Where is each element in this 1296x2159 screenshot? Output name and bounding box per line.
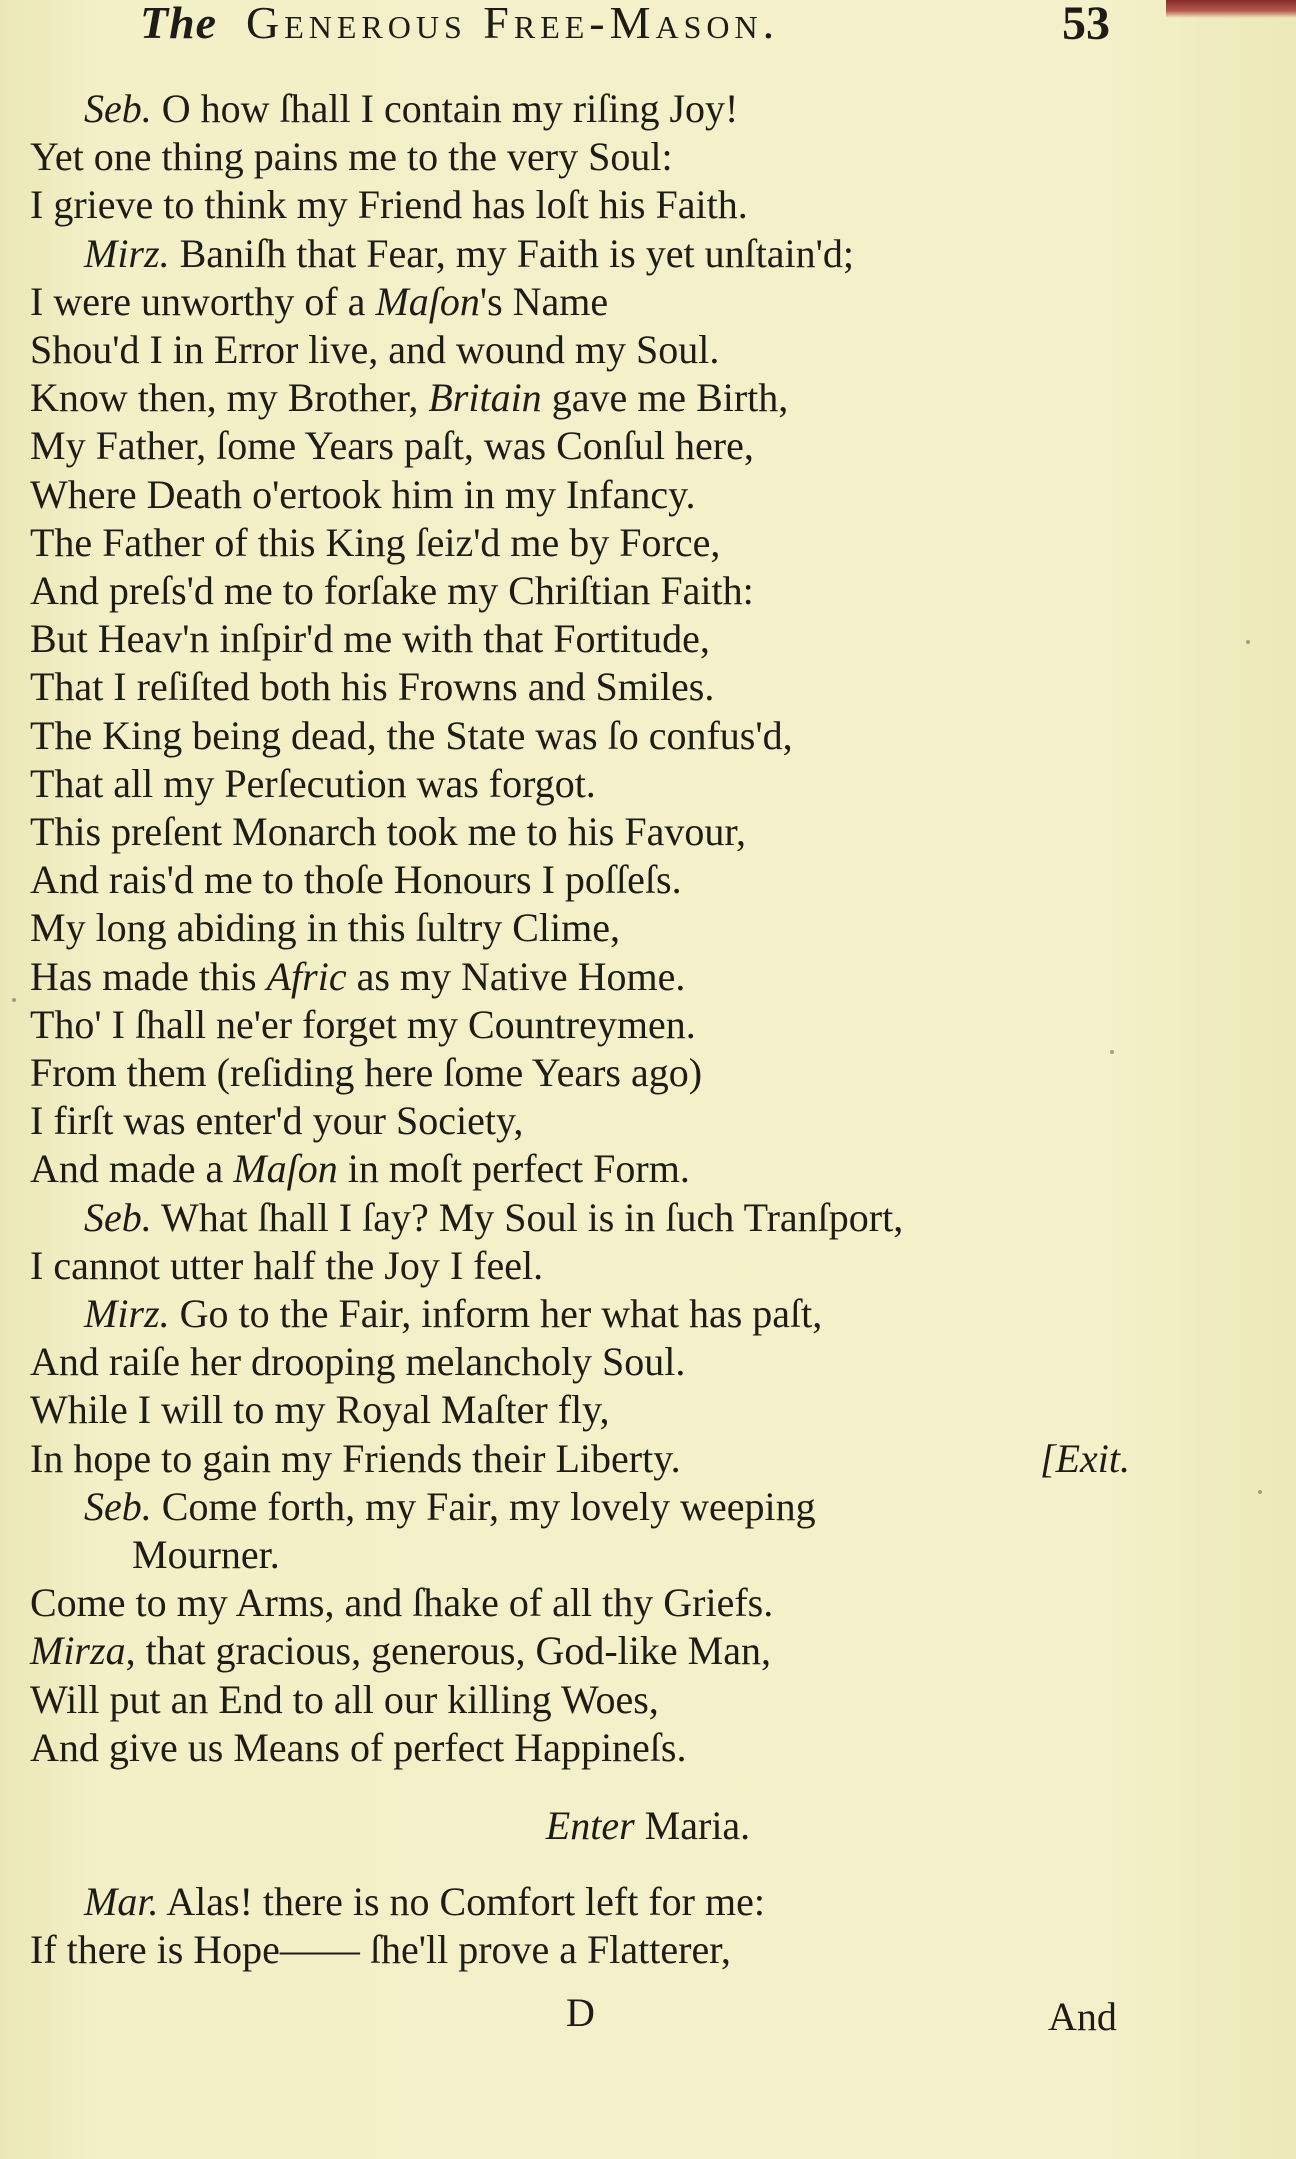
speaker-name: Mar. [84, 1879, 159, 1924]
italic-word: Afric [266, 953, 347, 999]
line-text: Yet one thing pains me to the very Soul: [30, 134, 673, 180]
line-text: Has made this [30, 953, 267, 999]
verse-line [30, 182, 748, 228]
verse-line [30, 857, 682, 903]
verse-line [30, 1725, 686, 1771]
line-text: Shou'd I in Error live, and wound my Soul. [30, 327, 720, 372]
verse-line [30, 1050, 702, 1096]
verse-line [30, 1580, 773, 1626]
line-text: In hope to gain my Friends their Liberty. [30, 1435, 681, 1481]
line-text: Where Death o'ertook him in my Infancy. [30, 471, 696, 517]
verse-line [30, 1435, 1130, 1482]
line-text: as my Native Home. [346, 953, 686, 999]
line-text: Will put an End to all our killing Woes, [30, 1676, 659, 1722]
line-text: I cannot utter half the Joy I feel. [30, 1242, 544, 1288]
line-text: I grieve to think my Friend has loſt his Faith. [30, 182, 748, 228]
verse-line [30, 1628, 771, 1674]
italic-word: Mirza [30, 1628, 126, 1674]
verse-line [30, 1387, 610, 1433]
verse-line [84, 1484, 816, 1530]
running-head-italic: The [140, 0, 218, 48]
line-text: in moſt perfect Form. [337, 1146, 690, 1192]
verse-line [30, 664, 714, 710]
line-text: Come to my Arms, and ſhake of all thy Griefs. [30, 1580, 774, 1626]
speaker-name: Seb. [84, 86, 152, 131]
verse-line [84, 86, 738, 132]
line-text: That all my Perſecution was forgot. [30, 760, 596, 806]
verse-line [84, 1195, 903, 1241]
catchword: And [1048, 1994, 1117, 2039]
line-text: What ſhall I ſay? My Soul is in ſuch Tranſport, [161, 1194, 904, 1240]
line-text: 's Name [479, 278, 609, 324]
line-text: O how ſhall I contain my riſing Joy! [161, 86, 739, 131]
verse-line [30, 809, 746, 855]
line-text: Tho' I ſhall ne'er forget my Countreymen. [30, 1001, 696, 1047]
line-text: Know then, my Brother, [30, 375, 429, 421]
speaker-name: Seb. [84, 1194, 152, 1240]
stage-direction [0, 1801, 1296, 1851]
verse-line [30, 905, 620, 951]
verse-line [30, 375, 788, 421]
line-text: gave me Birth, [541, 375, 789, 421]
verse-line [30, 472, 696, 518]
line-text: Come forth, my Fair, my lovely weeping [161, 1483, 816, 1529]
speaker-name: Mirz. [84, 230, 170, 276]
verse-line [30, 1098, 523, 1144]
verse-line [84, 1879, 765, 1925]
page-number: 53 [1062, 0, 1110, 50]
verse-line [30, 279, 608, 325]
verse-line [30, 423, 754, 469]
line-text: While I will to my Royal Maſter fly, [30, 1387, 610, 1433]
line-text: I firſt was enter'd your Society, [30, 1098, 524, 1144]
stage-enter: Enter [545, 1803, 635, 1848]
line-text: And rais'd me to thoſe Honours I poſſeſs. [30, 857, 682, 903]
italic-word: Maſon [375, 278, 480, 324]
paper-speck [1258, 1490, 1262, 1494]
line-text: And preſs'd me to forſake my Chriſtian Faith: [30, 568, 754, 613]
line-text: Go to the Fair, inform her what has paſt, [179, 1291, 823, 1336]
verse-line [132, 1532, 280, 1578]
line-text: , that gracious, generous, God-like Man, [125, 1628, 771, 1674]
line-text: I were unworthy of a [30, 278, 376, 324]
line-text: Baniſh that Fear, my Faith is yet unſtain'd; [179, 230, 854, 276]
verse-line [30, 616, 710, 662]
line-text: And made a [30, 1146, 234, 1192]
verse-line [84, 231, 854, 277]
running-head [0, 0, 1296, 60]
verse-line [30, 568, 754, 614]
signature-mark: D [566, 1990, 595, 2035]
italic-word: Britain [428, 375, 542, 421]
verse-line [30, 1339, 685, 1385]
line-text: But Heav'n inſpir'd me with that Fortitude, [30, 616, 710, 662]
exit-direction: [Exit. [1040, 1435, 1130, 1481]
line-text: From them (reſiding here ſome Years ago) [30, 1050, 703, 1095]
verse-line [30, 1243, 543, 1289]
line-text: Mourner. [132, 1532, 280, 1577]
paper-speck [1246, 640, 1250, 644]
line-text: The King being dead, the State was ſo confus'd, [30, 712, 793, 758]
verse-line [30, 1677, 659, 1723]
line-text: My Father, ſome Years paſt, was Conſul here, [30, 423, 754, 469]
italic-word: Maſon [233, 1146, 338, 1192]
verse-line [30, 520, 720, 566]
line-text: If there is Hope—— ſhe'll prove a Flatterer, [30, 1927, 731, 1973]
verse-line [30, 713, 793, 759]
line-text: The Father of this King ſeiz'd me by Force, [30, 519, 721, 565]
speaker-name: Mirz. [84, 1291, 170, 1336]
verse-line [30, 1927, 731, 1973]
line-text: Alas! there is no Comfort left for me: [166, 1879, 765, 1924]
verse-line [30, 134, 673, 180]
line-text: This preſent Monarch took me to his Favour, [30, 809, 747, 854]
line-text: That I reſiſted both his Frowns and Smiles. [30, 664, 715, 710]
verse-line [84, 1291, 822, 1337]
stage-character: Maria. [644, 1803, 751, 1848]
paper-speck [12, 998, 16, 1002]
verse-line [30, 761, 596, 807]
line-text: And give us Means of perfect Happineſs. [30, 1724, 687, 1770]
verse-line [30, 327, 719, 373]
speaker-name: Seb. [84, 1483, 152, 1529]
running-head-title: Generous Free-Mason. [246, 0, 780, 48]
verse-line [30, 1002, 696, 1048]
paper-speck [1110, 1050, 1114, 1054]
verse-line [30, 954, 685, 1000]
line-text: My long abiding in this ſultry Clime, [30, 905, 620, 951]
line-text: And raiſe her drooping melancholy Soul. [30, 1339, 686, 1385]
verse-line [30, 1146, 690, 1192]
